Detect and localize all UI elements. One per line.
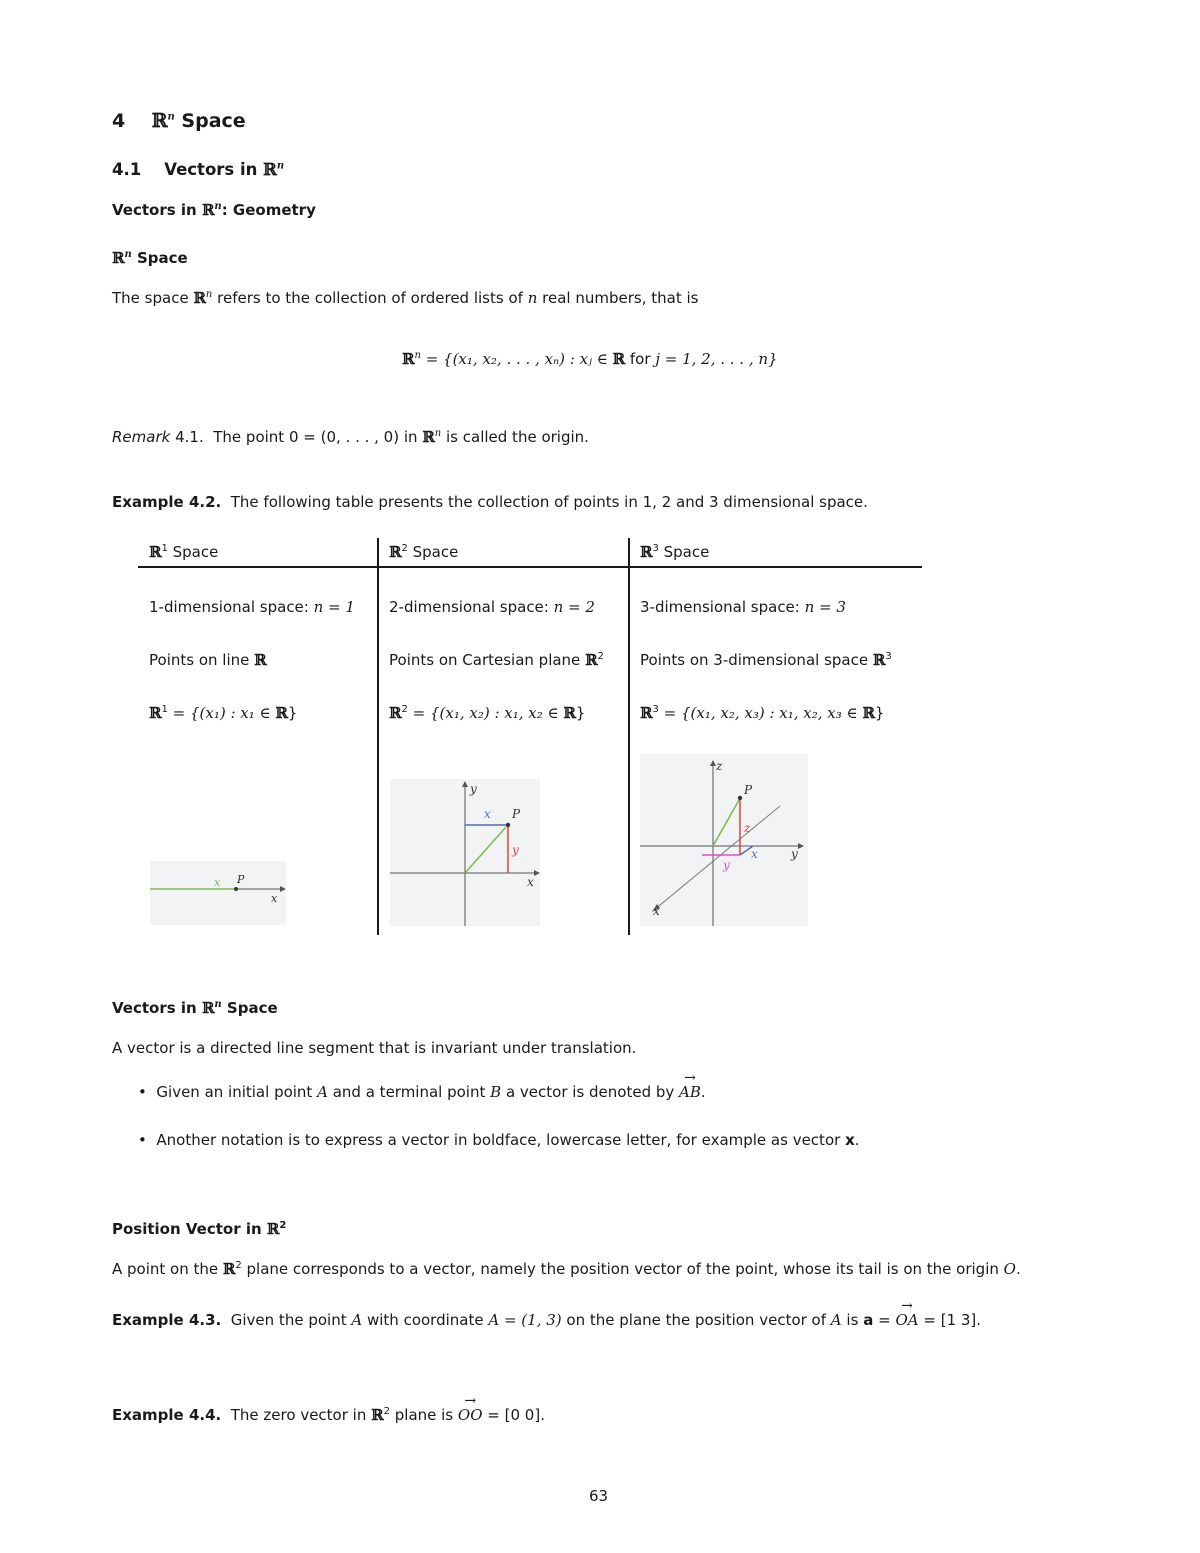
header-text: Space [172,543,219,561]
subsection-number: 4.1 [112,160,142,179]
figure-r1-line [150,861,286,925]
example-4-3-coord: A = (1, 3) [488,1311,562,1329]
section-title: Space [181,110,246,132]
intro-set: ℝ [193,289,206,307]
def-body: = {(x₁) : x₁ ∈ [172,704,271,722]
x-axis-arrow [534,870,540,876]
eq-body: = {(x₁, x₂, . . . , xₙ) : xⱼ ∈ [425,350,608,368]
example-4-2-label: Example 4.2. [112,493,222,511]
position-set: ℝ [266,1220,280,1238]
section-heading [112,110,246,132]
eq-set2: ℝ [612,350,626,368]
dim-text: 1-dimensional space: [149,598,309,616]
bullet-2-pre: Another notation is to express a vector in boldface, lowercase letter, for example as vector [156,1131,841,1149]
intro-var: n [527,289,538,307]
display-equation [402,350,778,368]
section-set: ℝ [151,110,168,132]
points-text: Points on line [149,651,250,669]
example-4-3-tail: = [1 3]. [923,1311,982,1329]
example-4-2-text: The following table presents the collection of points in 1, 2 and 3 dimensional space. [230,493,868,511]
eq-for: for [629,350,651,368]
header-set: ℝ [640,543,653,561]
example-4-4-exp: 2 [383,1406,390,1417]
dim-eq: n = 1 [313,598,355,616]
def-set2: ℝ [862,704,875,722]
intro-text [112,289,698,307]
fig3-point-label: P [744,783,753,797]
example-4-3-pre: Given the point [230,1311,347,1329]
remark-post: is called the origin. [446,428,589,446]
eq-lhs-set: ℝ [402,350,415,368]
intro-pre: The space [112,289,189,307]
fig1-axis-x-label: x [271,892,278,905]
table-cell-def-3 [640,704,884,722]
def-set: ℝ [389,704,402,722]
figure-r3-space [640,754,808,926]
intro-post: real numbers, that is [542,289,699,307]
remark-set: ℝ [422,428,435,446]
position-pre: Position Vector in [112,1220,262,1238]
position-text-set: ℝ [222,1260,236,1278]
geometry-set: ℝ [201,201,215,219]
points-set: ℝ [872,651,886,669]
point-p-dot [506,823,510,827]
fig1-comp-x-label: x [214,876,221,889]
fig2-comp-x-label: x [484,807,491,821]
example-4-4-tail: = [0 0]. [487,1406,545,1424]
remark-number: 4.1. [175,428,204,446]
bullet-2-bold: x [845,1131,855,1149]
bullet-2-end: . [854,1131,860,1149]
bullet-item-2 [138,1131,860,1149]
points-text: Points on Cartesian plane [389,651,581,669]
bullet-1-B: B [490,1083,502,1101]
vector-definition: A vector is a directed line segment that is invariant under translation. [112,1039,637,1057]
para-heading-position-vector [112,1220,286,1238]
fig3-comp-y-label: y [723,858,730,872]
para-heading-rn-space [112,249,188,267]
section-number: 4 [112,110,126,132]
bullet-1-post: a vector is denoted by [505,1083,675,1101]
remark-label: Remark [112,428,171,446]
position-text-post: plane corresponds to a vector, namely the position vector of the point, whose its tail is on the origin [246,1260,999,1278]
fig2-point-label: P [512,807,521,821]
def-body: = {(x₁, x₂, x₃) : x₁, x₂, x₃ ∈ [663,704,858,722]
table-header-r2 [389,543,458,561]
table-divider-1 [377,538,379,935]
table-cell-def-2 [389,704,585,722]
page-number: 63 [589,1487,609,1505]
example-4-4 [112,1406,545,1424]
def-body: = {(x₁, x₂) : x₁, x₂ ∈ [412,704,559,722]
table-cell-dim-1 [149,598,355,616]
rn-space-set: ℝ [112,249,125,267]
rn-space-post: Space [136,249,188,267]
example-4-3-vec: → OA [895,1311,918,1329]
def-end: } [287,704,298,722]
intro-exp: n [205,289,213,300]
fig3-comp-z-label: z [744,821,751,835]
header-exp: 2 [401,543,408,554]
vector-p [713,800,739,846]
subsection-set: ℝ [263,160,277,179]
example-4-3-mid2: on the plane the position vector of [566,1311,827,1329]
figure-r2-plane [390,779,540,926]
table-cell-points-2 [389,651,604,669]
vectors-space-pre: Vectors in [112,999,197,1017]
bullet-dot: • [138,1131,147,1149]
dim-text: 3-dimensional space: [640,598,800,616]
points-set: ℝ [254,651,267,669]
def-end: } [575,704,586,722]
figure-r2-svg [390,779,540,926]
example-4-2 [112,493,868,511]
y-axis-arrow [462,781,468,787]
table-cell-points-1 [149,651,267,669]
fig3-axis-x-label: x [653,904,660,918]
position-text-O: O [1003,1260,1016,1278]
bullet-item-1 [138,1083,706,1101]
x-axis-line [654,806,780,910]
eq-lhs-exp: n [414,350,421,361]
header-text: Space [412,543,459,561]
para-heading-geometry [112,201,316,219]
dim-eq: n = 2 [553,598,595,616]
remark-4-1 [112,428,589,446]
table-cell-points-3 [640,651,892,669]
figure-r3-svg [640,754,808,926]
subsection-heading [112,160,284,179]
remark-exp: n [434,428,442,439]
position-text-pre: A point on the [112,1260,219,1278]
fig1-point-label: P [237,873,245,886]
header-exp: 1 [161,543,168,554]
bullet-1-end: . [700,1083,706,1101]
points-exp: 2 [597,651,604,662]
table-cell-dim-3 [640,598,846,616]
vectors-space-post: Space [226,999,278,1017]
example-4-3-A: A [351,1311,363,1329]
figure-r1-svg [150,861,286,925]
def-exp: 1 [161,704,168,715]
example-4-3-a: a [863,1311,874,1329]
point-p-dot [234,887,238,891]
def-exp: 2 [401,704,408,715]
position-text [112,1260,1021,1278]
fig2-axis-x-label: x [527,875,534,889]
example-4-4-vec: → OO [458,1406,483,1424]
eq-tail: j = 1, 2, . . . , n} [655,350,778,368]
geometry-pre: Vectors in [112,201,197,219]
section-exp: n [167,111,175,123]
example-4-4-mid: plane is [394,1406,454,1424]
header-exp: 3 [652,543,659,554]
def-exp: 3 [652,704,659,715]
example-4-4-set: ℝ [371,1406,384,1424]
y-axis-arrow [798,843,804,849]
table-header-rule [138,566,922,568]
remark-pre: The point 0 = (0, . . . , 0) in [213,428,418,446]
def-set: ℝ [149,704,162,722]
example-4-3 [112,1311,981,1329]
fig3-axis-z-label: z [716,759,723,773]
def-set: ℝ [640,704,653,722]
geometry-post: : Geometry [221,201,316,219]
points-exp: 3 [885,651,892,662]
def-end: } [874,704,885,722]
bullet-dot: • [138,1083,147,1101]
fig2-comp-y-label: y [512,843,519,857]
bullet-1-vec: → AB [679,1083,701,1101]
table-header-r1 [149,543,218,561]
table-cell-dim-2 [389,598,595,616]
bullet-1-mid: and a terminal point [332,1083,486,1101]
table-divider-2 [628,538,630,935]
header-set: ℝ [149,543,162,561]
def-set2: ℝ [275,704,288,722]
table-header-r3 [640,543,709,561]
fig3-axis-y-label: y [791,847,798,861]
vector-p [465,827,506,873]
def-set2: ℝ [563,704,576,722]
geometry-exp: n [214,201,222,212]
intro-mid: refers to the collection of ordered lists of [217,289,523,307]
bullet-1-A: A [317,1083,328,1101]
dim-eq: n = 3 [804,598,846,616]
para-heading-vectors-space [112,999,278,1017]
point-p-dot [738,796,742,800]
fig2-axis-y-label: y [470,782,477,796]
position-exp: 2 [279,1220,287,1231]
points-text: Points on 3-dimensional space [640,651,869,669]
example-4-3-label: Example 4.3. [112,1311,222,1329]
vectors-space-exp: n [214,999,222,1010]
position-text-exp: 2 [235,1260,242,1271]
subsection-exp: n [276,160,285,172]
example-4-4-label: Example 4.4. [112,1406,222,1424]
example-4-3-A2: A [830,1311,842,1329]
rn-space-exp: n [124,249,132,260]
dim-text: 2-dimensional space: [389,598,549,616]
example-4-3-is: is [846,1311,859,1329]
bullet-1-pre: Given an initial point [156,1083,313,1101]
header-set: ℝ [389,543,402,561]
example-4-4-pre: The zero vector in [230,1406,367,1424]
example-4-3-mid: with coordinate [366,1311,484,1329]
position-text-end: . [1015,1260,1021,1278]
points-set: ℝ [585,651,598,669]
x-axis-arrow [280,886,286,892]
fig3-comp-x-label: x [751,847,758,861]
header-text: Space [663,543,710,561]
table-cell-def-1 [149,704,297,722]
subsection-title: Vectors in [164,160,258,179]
example-4-3-eq: = [878,1311,891,1329]
vectors-space-set: ℝ [201,999,215,1017]
